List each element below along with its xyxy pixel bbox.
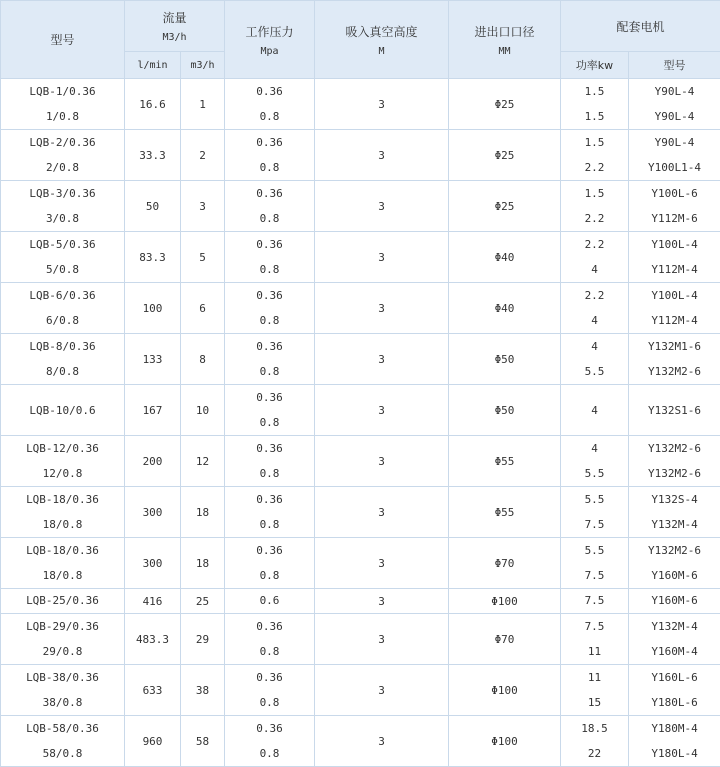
cell-flow-m3h: 18 bbox=[181, 487, 225, 538]
cell-flow-lmin: 416 bbox=[125, 589, 181, 614]
cell-flow-m3h: 58 bbox=[181, 716, 225, 767]
table-row bbox=[1, 283, 720, 334]
cell-motor-power-line: 4 bbox=[591, 340, 598, 353]
cell-pressure-line: 0.36 bbox=[256, 620, 283, 633]
cell-model-line: LQB-2/0.36 bbox=[29, 136, 96, 149]
cell-pressure-line: 0.8 bbox=[259, 467, 280, 480]
cell-pressure bbox=[225, 334, 315, 385]
cell-motor-power-line: 1.5 bbox=[584, 85, 605, 98]
header-motor-model: 型号 bbox=[629, 52, 720, 79]
cell-flow-m3h: 6 bbox=[181, 283, 225, 334]
cell-motor-power-line: 2.2 bbox=[584, 161, 605, 174]
cell-model-line: LQB-58/0.36 bbox=[26, 722, 99, 735]
cell-port: Φ50 bbox=[449, 334, 561, 385]
cell-motor-model bbox=[629, 283, 720, 334]
cell-model-line: LQB-8/0.36 bbox=[29, 340, 96, 353]
cell-motor-model bbox=[629, 334, 720, 385]
cell-motor-model-line: Y180L-6 bbox=[651, 696, 698, 709]
cell-flow-m3h: 1 bbox=[181, 79, 225, 130]
cell-motor-model-line: Y132M-4 bbox=[651, 518, 698, 531]
cell-pressure-line: 0.36 bbox=[256, 289, 283, 302]
cell-model-line: 38/0.8 bbox=[42, 696, 83, 709]
cell-port: Φ25 bbox=[449, 181, 561, 232]
table-row bbox=[1, 79, 720, 130]
cell-motor-power-line: 4 bbox=[591, 263, 598, 276]
cell-model bbox=[1, 181, 125, 232]
cell-model-line: 1/0.8 bbox=[45, 110, 80, 123]
cell-model bbox=[1, 589, 125, 614]
cell-motor-model-line: Y90L-4 bbox=[654, 85, 695, 98]
cell-model-line: 58/0.8 bbox=[42, 747, 83, 760]
cell-motor-model-line: Y132S1-6 bbox=[648, 403, 701, 417]
cell-pressure bbox=[225, 538, 315, 589]
cell-model-line: LQB-18/0.36 bbox=[26, 544, 99, 557]
cell-pressure-line: 0.8 bbox=[259, 314, 280, 327]
header-port: 进出口口径 MM bbox=[449, 1, 561, 79]
cell-pressure-line: 0.36 bbox=[256, 391, 283, 404]
cell-model-line: LQB-5/0.36 bbox=[29, 238, 96, 251]
cell-motor-model-line: Y132M2-6 bbox=[648, 365, 701, 378]
cell-motor-model-line: Y132M2-6 bbox=[648, 442, 701, 455]
cell-port: Φ100 bbox=[449, 589, 561, 614]
cell-pressure-line: 0.6 bbox=[259, 594, 280, 607]
cell-model bbox=[1, 232, 125, 283]
cell-model bbox=[1, 130, 125, 181]
cell-motor-power-line: 5.5 bbox=[584, 544, 605, 557]
cell-flow-m3h: 3 bbox=[181, 181, 225, 232]
cell-suction: 3 bbox=[315, 716, 449, 767]
cell-pressure-line: 0.36 bbox=[256, 340, 283, 353]
cell-flow-m3h: 25 bbox=[181, 589, 225, 614]
cell-pressure-line: 0.36 bbox=[256, 136, 283, 149]
cell-motor-power-line: 22 bbox=[587, 747, 602, 760]
header-suction: 吸入真空高度 M bbox=[315, 1, 449, 79]
cell-model-line: 18/0.8 bbox=[42, 518, 83, 531]
cell-motor-power bbox=[561, 79, 629, 130]
cell-motor-power-line: 15 bbox=[587, 696, 602, 709]
cell-port: Φ40 bbox=[449, 232, 561, 283]
cell-motor-model-line: Y90L-4 bbox=[654, 110, 695, 123]
cell-motor-model bbox=[629, 181, 720, 232]
cell-motor-model-line: Y160M-6 bbox=[651, 594, 698, 607]
cell-model-line: LQB-29/0.36 bbox=[26, 620, 99, 633]
header-motor: 配套电机 bbox=[561, 1, 720, 52]
cell-pressure-line: 0.36 bbox=[256, 544, 283, 557]
cell-motor-power bbox=[561, 130, 629, 181]
cell-pressure-line: 0.8 bbox=[259, 747, 280, 760]
cell-flow-lmin: 200 bbox=[125, 436, 181, 487]
cell-model bbox=[1, 665, 125, 716]
cell-model-line: LQB-25/0.36 bbox=[26, 594, 99, 607]
cell-flow-lmin: 33.3 bbox=[125, 130, 181, 181]
cell-pressure bbox=[225, 79, 315, 130]
cell-motor-power bbox=[561, 538, 629, 589]
cell-motor-model-line: Y132M-4 bbox=[651, 620, 698, 633]
cell-pressure bbox=[225, 614, 315, 665]
cell-flow-lmin: 100 bbox=[125, 283, 181, 334]
cell-pressure-line: 0.8 bbox=[259, 416, 280, 429]
cell-model bbox=[1, 436, 125, 487]
cell-suction: 3 bbox=[315, 589, 449, 614]
cell-motor-model-line: Y90L-4 bbox=[654, 136, 695, 149]
cell-motor-power-line: 5.5 bbox=[584, 467, 605, 480]
cell-motor-power-line: 2.2 bbox=[584, 238, 605, 251]
cell-motor-power-line: 18.5 bbox=[581, 722, 608, 735]
cell-model bbox=[1, 79, 125, 130]
cell-model-line: 8/0.8 bbox=[45, 365, 80, 378]
cell-pressure-line: 0.8 bbox=[259, 518, 280, 531]
cell-flow-lmin: 483.3 bbox=[125, 614, 181, 665]
table-row bbox=[1, 589, 720, 614]
cell-motor-power bbox=[561, 589, 629, 614]
cell-pressure-line: 0.8 bbox=[259, 161, 280, 174]
cell-motor-power-line: 5.5 bbox=[584, 365, 605, 378]
cell-motor-model bbox=[629, 130, 720, 181]
cell-motor-power bbox=[561, 334, 629, 385]
cell-model bbox=[1, 716, 125, 767]
cell-motor-power-line: 11 bbox=[587, 671, 602, 684]
cell-flow-lmin: 300 bbox=[125, 487, 181, 538]
table-header bbox=[1, 1, 720, 79]
cell-motor-power-line: 7.5 bbox=[584, 594, 605, 607]
cell-flow-m3h: 10 bbox=[181, 385, 225, 436]
cell-flow-lmin: 960 bbox=[125, 716, 181, 767]
cell-motor-model bbox=[629, 589, 720, 614]
cell-port: Φ25 bbox=[449, 79, 561, 130]
cell-motor-model-line: Y132S-4 bbox=[651, 493, 698, 506]
cell-port: Φ55 bbox=[449, 436, 561, 487]
table-row bbox=[1, 232, 720, 283]
cell-pressure bbox=[225, 716, 315, 767]
cell-motor-model bbox=[629, 665, 720, 716]
cell-model-line: LQB-12/0.36 bbox=[26, 442, 99, 455]
cell-port: Φ70 bbox=[449, 614, 561, 665]
cell-motor-model-line: Y132M2-6 bbox=[648, 467, 701, 480]
cell-port: Φ50 bbox=[449, 385, 561, 436]
cell-model-line: LQB-18/0.36 bbox=[26, 493, 99, 506]
cell-motor-model-line: Y100L-6 bbox=[651, 187, 698, 200]
table-row bbox=[1, 334, 720, 385]
cell-pressure-line: 0.36 bbox=[256, 671, 283, 684]
cell-motor-model bbox=[629, 79, 720, 130]
table-row bbox=[1, 614, 720, 665]
cell-motor-power-line: 2.2 bbox=[584, 289, 605, 302]
cell-flow-m3h: 18 bbox=[181, 538, 225, 589]
cell-motor-power bbox=[561, 181, 629, 232]
cell-motor-model-line: Y132M2-6 bbox=[648, 544, 701, 557]
cell-pressure bbox=[225, 232, 315, 283]
cell-suction: 3 bbox=[315, 283, 449, 334]
cell-pressure bbox=[225, 436, 315, 487]
cell-motor-model-line: Y112M-4 bbox=[651, 314, 698, 327]
cell-suction: 3 bbox=[315, 487, 449, 538]
cell-model-line: 3/0.8 bbox=[45, 212, 80, 225]
cell-model-line: LQB-1/0.36 bbox=[29, 85, 96, 98]
cell-motor-power-line: 1.5 bbox=[584, 136, 605, 149]
cell-motor-model-line: Y180L-4 bbox=[651, 747, 698, 760]
cell-motor-model bbox=[629, 487, 720, 538]
cell-flow-lmin: 167 bbox=[125, 385, 181, 436]
cell-motor-model-line: Y160L-6 bbox=[651, 671, 698, 684]
cell-motor-model-line: Y160M-6 bbox=[651, 569, 698, 582]
cell-flow-m3h: 2 bbox=[181, 130, 225, 181]
cell-pressure bbox=[225, 665, 315, 716]
cell-pressure bbox=[225, 487, 315, 538]
cell-pressure-line: 0.36 bbox=[256, 493, 283, 506]
header-suction-unit: M bbox=[378, 45, 385, 57]
cell-flow-lmin: 300 bbox=[125, 538, 181, 589]
cell-suction: 3 bbox=[315, 232, 449, 283]
cell-suction: 3 bbox=[315, 538, 449, 589]
cell-model-line: 5/0.8 bbox=[45, 263, 80, 276]
cell-motor-model-line: Y112M-4 bbox=[651, 263, 698, 276]
cell-pressure bbox=[225, 589, 315, 614]
cell-motor-model-line: Y100L-4 bbox=[651, 238, 698, 251]
cell-motor-power-line: 7.5 bbox=[584, 569, 605, 582]
cell-motor-model bbox=[629, 716, 720, 767]
cell-model bbox=[1, 487, 125, 538]
cell-pressure bbox=[225, 181, 315, 232]
header-row-main bbox=[1, 1, 720, 52]
cell-motor-model bbox=[629, 614, 720, 665]
cell-pressure-line: 0.8 bbox=[259, 365, 280, 378]
cell-suction: 3 bbox=[315, 614, 449, 665]
cell-pressure-line: 0.8 bbox=[259, 263, 280, 276]
cell-pressure-line: 0.8 bbox=[259, 569, 280, 582]
cell-pressure bbox=[225, 283, 315, 334]
table-row bbox=[1, 436, 720, 487]
header-port-unit: MM bbox=[498, 45, 511, 57]
cell-pressure-line: 0.36 bbox=[256, 442, 283, 455]
cell-motor-power-line: 1.5 bbox=[584, 110, 605, 123]
table-row bbox=[1, 385, 720, 436]
cell-motor-power bbox=[561, 487, 629, 538]
cell-model-line: LQB-10/0.6 bbox=[29, 403, 96, 417]
cell-flow-m3h: 29 bbox=[181, 614, 225, 665]
cell-motor-power bbox=[561, 665, 629, 716]
cell-port: Φ40 bbox=[449, 283, 561, 334]
cell-motor-model-line: Y112M-6 bbox=[651, 212, 698, 225]
cell-motor-power-line: 4 bbox=[591, 403, 598, 417]
cell-flow-m3h: 38 bbox=[181, 665, 225, 716]
cell-motor-power-line: 2.2 bbox=[584, 212, 605, 225]
cell-pressure-line: 0.36 bbox=[256, 238, 283, 251]
table-row bbox=[1, 487, 720, 538]
cell-motor-model-line: Y180M-4 bbox=[651, 722, 698, 735]
cell-port: Φ25 bbox=[449, 130, 561, 181]
table-row bbox=[1, 181, 720, 232]
cell-motor-power bbox=[561, 716, 629, 767]
cell-pressure-line: 0.8 bbox=[259, 645, 280, 658]
cell-model-line: 12/0.8 bbox=[42, 467, 83, 480]
cell-motor-power-line: 11 bbox=[587, 645, 602, 658]
cell-motor-model-line: Y132M1-6 bbox=[648, 340, 701, 353]
cell-motor-power-line: 4 bbox=[591, 442, 598, 455]
table-row bbox=[1, 665, 720, 716]
cell-port: Φ100 bbox=[449, 716, 561, 767]
cell-suction: 3 bbox=[315, 436, 449, 487]
cell-suction: 3 bbox=[315, 385, 449, 436]
cell-motor-model-line: Y100L-4 bbox=[651, 289, 698, 302]
cell-pressure-line: 0.8 bbox=[259, 212, 280, 225]
cell-flow-lmin: 83.3 bbox=[125, 232, 181, 283]
cell-pressure-line: 0.36 bbox=[256, 85, 283, 98]
cell-flow-m3h: 8 bbox=[181, 334, 225, 385]
cell-flow-lmin: 133 bbox=[125, 334, 181, 385]
cell-motor-model bbox=[629, 232, 720, 283]
cell-model bbox=[1, 385, 125, 436]
cell-pressure-line: 0.8 bbox=[259, 110, 280, 123]
cell-model bbox=[1, 538, 125, 589]
header-flow-lmin: l/min bbox=[125, 52, 181, 79]
cell-suction: 3 bbox=[315, 130, 449, 181]
cell-port: Φ100 bbox=[449, 665, 561, 716]
cell-pressure bbox=[225, 130, 315, 181]
cell-motor-model-line: Y160M-4 bbox=[651, 645, 698, 658]
table-body bbox=[1, 79, 720, 767]
table-row bbox=[1, 716, 720, 767]
cell-motor-power-line: 7.5 bbox=[584, 518, 605, 531]
cell-suction: 3 bbox=[315, 79, 449, 130]
cell-model-line: LQB-3/0.36 bbox=[29, 187, 96, 200]
cell-pressure bbox=[225, 385, 315, 436]
header-flow: 流量 M3/h bbox=[125, 1, 225, 52]
cell-model bbox=[1, 334, 125, 385]
cell-model-line: LQB-38/0.36 bbox=[26, 671, 99, 684]
header-flow-m3h: m3/h bbox=[181, 52, 225, 79]
cell-motor-power-line: 1.5 bbox=[584, 187, 605, 200]
cell-motor-power bbox=[561, 283, 629, 334]
cell-model-line: 18/0.8 bbox=[42, 569, 83, 582]
cell-suction: 3 bbox=[315, 665, 449, 716]
cell-flow-m3h: 12 bbox=[181, 436, 225, 487]
cell-model-line: 2/0.8 bbox=[45, 161, 80, 174]
header-flow-unit: M3/h bbox=[162, 32, 187, 43]
cell-flow-lmin: 16.6 bbox=[125, 79, 181, 130]
cell-pressure-line: 0.36 bbox=[256, 722, 283, 735]
cell-motor-model bbox=[629, 385, 720, 436]
cell-motor-power bbox=[561, 436, 629, 487]
cell-motor-model bbox=[629, 538, 720, 589]
cell-flow-lmin: 633 bbox=[125, 665, 181, 716]
cell-model bbox=[1, 614, 125, 665]
cell-suction: 3 bbox=[315, 334, 449, 385]
header-pressure: 工作压力 Mpa bbox=[225, 1, 315, 79]
table-row bbox=[1, 538, 720, 589]
cell-motor-model bbox=[629, 436, 720, 487]
cell-motor-power-line: 4 bbox=[591, 314, 598, 327]
cell-model-line: 29/0.8 bbox=[42, 645, 83, 658]
cell-flow-m3h: 5 bbox=[181, 232, 225, 283]
cell-motor-model-line: Y100L1-4 bbox=[648, 161, 701, 174]
cell-motor-power bbox=[561, 614, 629, 665]
table-row bbox=[1, 130, 720, 181]
cell-suction: 3 bbox=[315, 181, 449, 232]
cell-model-line: 6/0.8 bbox=[45, 314, 80, 327]
header-motor-power: 功率kw bbox=[561, 52, 629, 79]
cell-port: Φ70 bbox=[449, 538, 561, 589]
cell-model bbox=[1, 283, 125, 334]
cell-flow-lmin: 50 bbox=[125, 181, 181, 232]
cell-motor-power-line: 7.5 bbox=[584, 620, 605, 633]
cell-motor-power-line: 5.5 bbox=[584, 493, 605, 506]
header-model: 型号 bbox=[1, 1, 125, 79]
cell-port: Φ55 bbox=[449, 487, 561, 538]
cell-pressure-line: 0.36 bbox=[256, 187, 283, 200]
cell-motor-power bbox=[561, 385, 629, 436]
cell-pressure-line: 0.8 bbox=[259, 696, 280, 709]
cell-model-line: LQB-6/0.36 bbox=[29, 289, 96, 302]
cell-motor-power bbox=[561, 232, 629, 283]
header-pressure-unit: Mpa bbox=[260, 45, 279, 57]
